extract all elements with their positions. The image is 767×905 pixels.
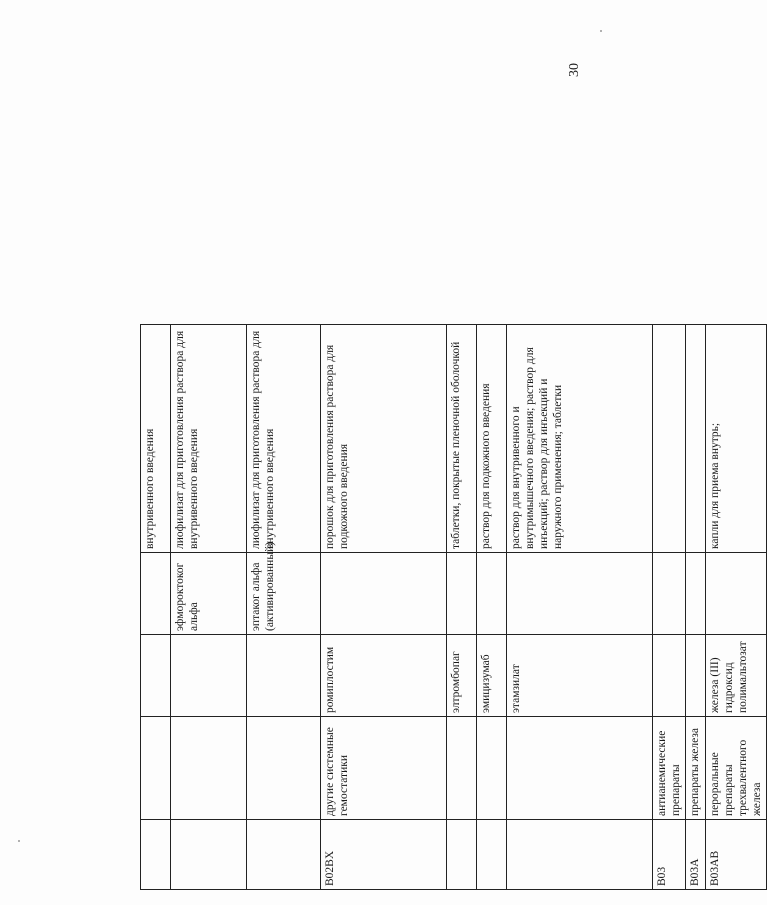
group-cell (477, 717, 507, 820)
code-cell: B03 (653, 820, 686, 890)
substance-cell: эптаког альфа (активированный) (247, 553, 321, 635)
form-cell: таблетки, покрытые пленочной оболочкой (447, 325, 477, 553)
substance-cell (507, 553, 653, 635)
drug-table (140, 324, 767, 890)
substance-cell (653, 553, 686, 635)
scan-speck (600, 30, 602, 32)
form-cell: внутривенного введения (141, 325, 171, 553)
group-cell (447, 717, 477, 820)
form-cell: капли для приема внутрь; (706, 325, 767, 553)
code-cell (507, 820, 653, 890)
table-row (653, 325, 686, 890)
substance-cell (321, 553, 447, 635)
table-row (686, 325, 706, 890)
table-row (507, 325, 653, 890)
code-cell (247, 820, 321, 890)
substance-cell (141, 635, 171, 717)
table-row (477, 325, 507, 890)
code-cell (477, 820, 507, 890)
table-row (141, 325, 171, 890)
scan-speck (18, 840, 20, 842)
substance-cell: эфмороктоког альфа (171, 553, 247, 635)
substance-cell: эмицизумаб (477, 635, 507, 717)
group-cell: другие системные гемостатики (321, 717, 447, 820)
code-cell: B03AB (706, 820, 767, 890)
substance-cell (706, 553, 767, 635)
code-cell (141, 820, 171, 890)
substance-cell (247, 635, 321, 717)
form-cell: лиофилизат для приготовления раствора для внутривенного введения (171, 325, 247, 553)
table-row (447, 325, 477, 890)
form-cell (653, 325, 686, 553)
group-cell: препараты железа (686, 717, 706, 820)
substance-cell (686, 553, 706, 635)
group-cell (507, 717, 653, 820)
substance-cell (653, 635, 686, 717)
form-cell (686, 325, 706, 553)
substance-cell (141, 553, 171, 635)
group-cell (141, 717, 171, 820)
form-cell: раствор для внутривенного и внутримышечного введения; раствор для инъекций; раствор для инъекций и наружного применения; таблетки (507, 325, 653, 553)
code-cell: B03A (686, 820, 706, 890)
group-cell: пероральные препараты трехвалентного железа (706, 717, 767, 820)
form-cell: порошок для приготовления раствора для подкожного введения (321, 325, 447, 553)
table-row (706, 325, 767, 890)
table-row (171, 325, 247, 890)
form-cell: раствор для подкожного введения (477, 325, 507, 553)
substance-cell (447, 553, 477, 635)
group-cell: антианемические препараты (653, 717, 686, 820)
table-row (247, 325, 321, 890)
substance-cell: этамзилат (507, 635, 653, 717)
substance-cell (171, 635, 247, 717)
code-cell (447, 820, 477, 890)
form-cell: лиофилизат для приготовления раствора для внутривенного введения (247, 325, 321, 553)
substance-cell: ромиплостим (321, 635, 447, 717)
group-cell (247, 717, 321, 820)
code-cell: B02BX (321, 820, 447, 890)
page-number: 30 (567, 63, 582, 77)
rotated-table-container (140, 325, 764, 890)
substance-cell: железа (III) гидроксид полимальтозат (706, 635, 767, 717)
code-cell (171, 820, 247, 890)
substance-cell (477, 553, 507, 635)
substance-cell (686, 635, 706, 717)
substance-cell: элтромбопаг (447, 635, 477, 717)
table-row (321, 325, 447, 890)
group-cell (171, 717, 247, 820)
